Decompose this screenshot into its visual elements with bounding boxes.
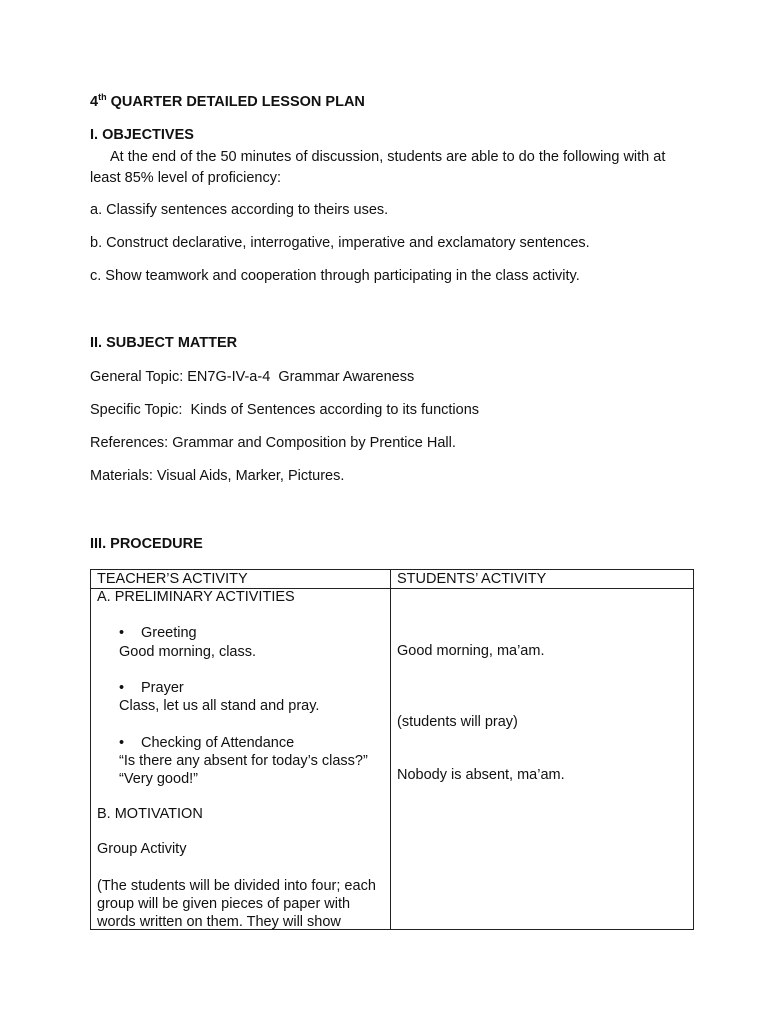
greeting-bullet <box>119 625 197 641</box>
objective-item-a: a. Classify sentences according to theirs uses. <box>90 202 389 218</box>
attendance-bullet <box>119 735 294 751</box>
motivation-heading: B. MOTIVATION <box>97 806 203 822</box>
procedure-header-row <box>91 570 694 589</box>
general-topic: General Topic: EN7G-IV-a-4 Grammar Awareness <box>90 369 415 385</box>
specific-topic: Specific Topic: Kinds of Sentences according to its functions <box>90 402 480 418</box>
group-activity: Group Activity <box>97 841 187 857</box>
attendance-reply: “Very good!” <box>119 771 198 787</box>
title-sup: th <box>98 92 107 103</box>
subject-matter-heading: II. SUBJECT MATTER <box>90 335 238 351</box>
attendance-label: Checking of Attendance <box>141 735 295 751</box>
objectives-intro <box>90 147 690 189</box>
bullet-icon: • <box>119 735 125 751</box>
title-prefix: 4 <box>90 94 99 110</box>
preliminary-activities: A. PRELIMINARY ACTIVITIES <box>97 589 295 605</box>
procedure-body-row <box>91 589 694 930</box>
objectives-intro-text: At the end of the 50 minutes of discussion, students are able to do the following with at least 85% level of proficiency: <box>90 149 666 186</box>
objective-item-c: c. Show teamwork and cooperation through participating in the class activity. <box>90 268 580 284</box>
student-prayer-reply: (students will pray) <box>397 714 518 730</box>
student-greeting-reply: Good morning, ma’am. <box>397 643 545 659</box>
bullet-icon: • <box>119 625 125 641</box>
student-attendance-reply: Nobody is absent, ma’am. <box>397 767 565 783</box>
materials: Materials: Visual Aids, Marker, Pictures. <box>90 468 345 484</box>
procedure-heading: III. PROCEDURE <box>90 536 203 552</box>
procedure-table <box>90 569 694 930</box>
title-rest: QUARTER DETAILED LESSON PLAN <box>106 94 365 110</box>
teacher-activity-cell <box>91 589 391 930</box>
greeting-label: Greeting <box>141 625 197 641</box>
students-activity-cell <box>391 589 694 930</box>
prayer-bullet <box>119 680 184 696</box>
greeting-text: Good morning, class. <box>119 644 257 660</box>
teacher-column-header: TEACHER’S ACTIVITY <box>91 570 391 589</box>
objectives-heading: I. OBJECTIVES <box>90 127 194 143</box>
bullet-icon: • <box>119 680 125 696</box>
attendance-question: “Is there any absent for today’s class?” <box>119 753 368 769</box>
prayer-label: Prayer <box>141 680 184 696</box>
students-column-header: STUDENTS’ ACTIVITY <box>391 570 694 589</box>
page-title <box>90 94 365 110</box>
group-description: (The students will be divided into four; each group will be given pieces of paper with words written on them. They will show <box>97 878 376 930</box>
objective-item-b: b. Construct declarative, interrogative, imperative and exclamatory sentences. <box>90 235 590 251</box>
references: References: Grammar and Composition by Prentice Hall. <box>90 435 456 451</box>
prayer-text: Class, let us all stand and pray. <box>119 698 320 714</box>
